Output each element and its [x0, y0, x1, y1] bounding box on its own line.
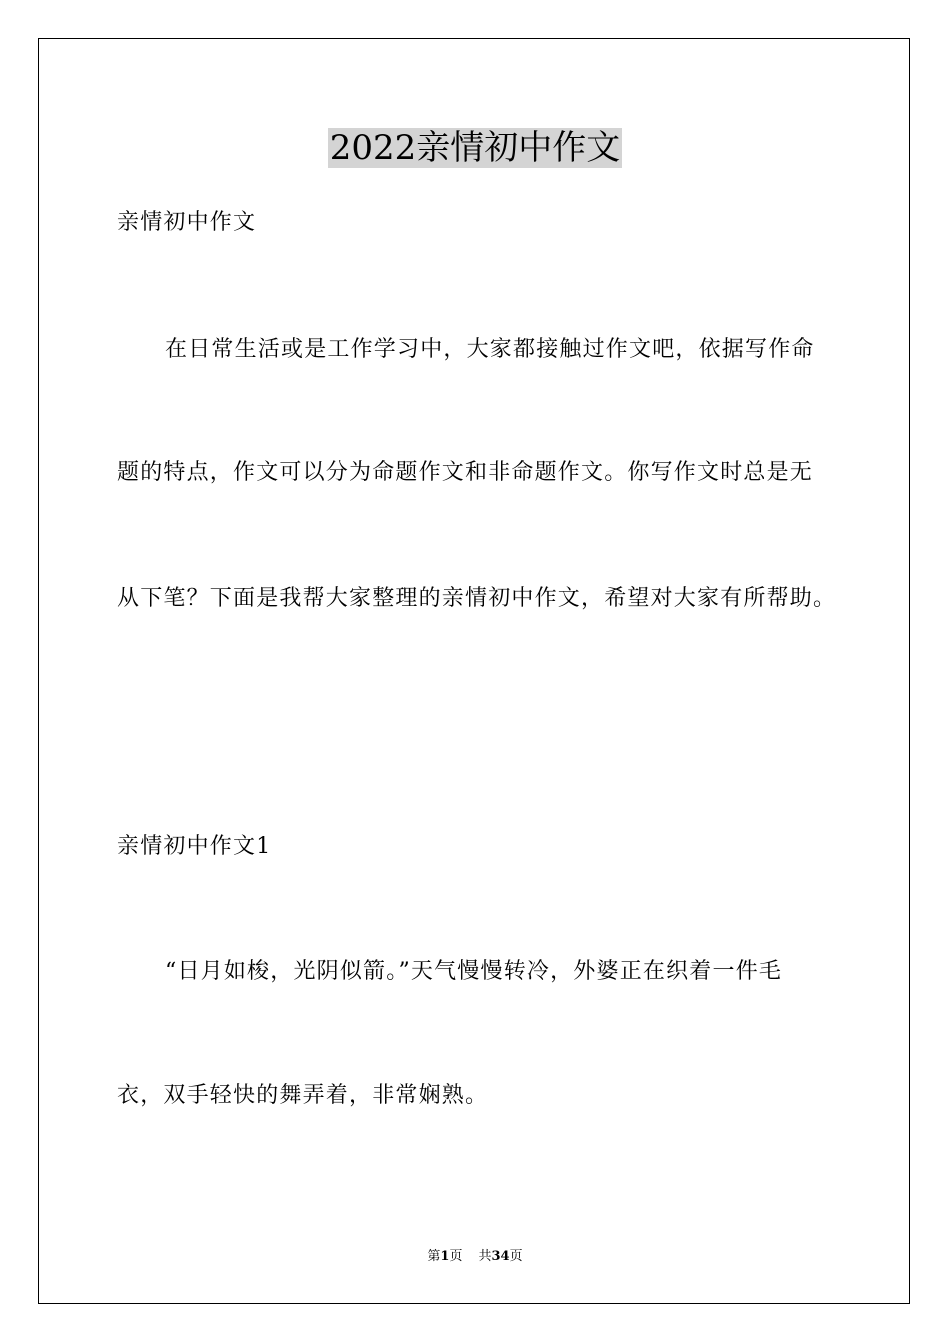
- paragraph-line: 从下笔？下面是我帮大家整理的亲情初中作文，希望对大家有所帮助。: [117, 586, 837, 611]
- document-title: [0, 124, 950, 172]
- section-heading: 亲情初中作文1: [117, 834, 272, 859]
- total-pages: 34: [491, 1249, 510, 1264]
- paragraph-line: “日月如梭，光阴似箭。”天气慢慢转冷，外婆正在织着一件毛: [165, 959, 783, 984]
- section-heading: 亲情初中作文: [117, 210, 257, 235]
- page-number: 1: [440, 1249, 450, 1264]
- page-suffix: 页: [449, 1249, 463, 1264]
- page-prefix: 第: [427, 1249, 441, 1264]
- paragraph-line: 题的特点，作文可以分为命题作文和非命题作文。你写作文时总是无: [117, 460, 814, 485]
- total-suffix: 页: [509, 1249, 523, 1264]
- total-prefix: 共: [478, 1249, 492, 1264]
- paragraph-line: 在日常生活或是工作学习中，大家都接触过作文吧，依据写作命: [165, 337, 815, 362]
- page-footer: [0, 1248, 950, 1266]
- document-title-text: 2022亲情初中作文: [329, 128, 621, 168]
- paragraph-line: 衣，双手轻快的舞弄着，非常娴熟。: [117, 1083, 489, 1108]
